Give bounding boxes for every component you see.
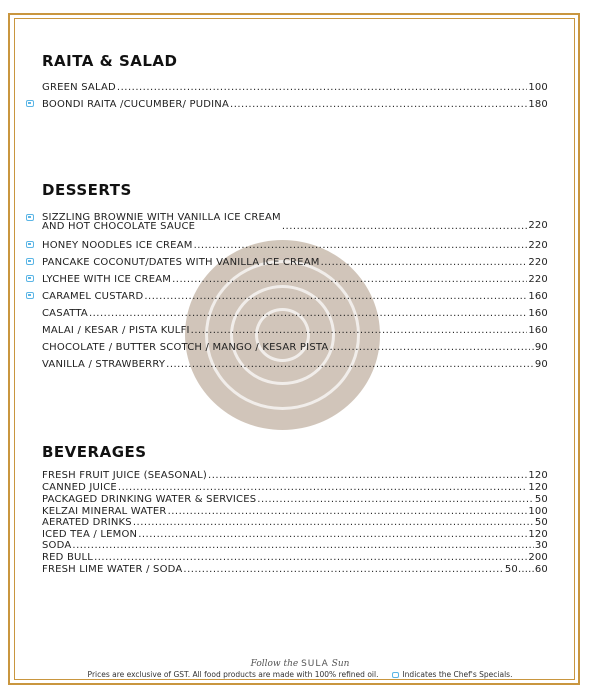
chef-special-icon xyxy=(392,672,399,678)
section-title-beverages: BEVERAGES xyxy=(42,443,147,461)
menu-item: PACKAGED DRINKING WATER & SERVICES ..... 50 xyxy=(42,494,548,505)
menu-item: FRESH LIME WATER / SODA ..... 50.....60 xyxy=(42,564,548,575)
chef-special-icon xyxy=(26,100,34,107)
menu-item: SIZZLING BROWNIE WITH VANILLA ICE CREAM AND HOT CHOCOLATE SAUCE ..... 220 xyxy=(42,213,548,231)
chef-special-icon xyxy=(26,292,34,299)
menu-item: VANILLA / STRAWBERRY ..... 90 xyxy=(42,359,548,370)
menu-item: GREEN SALAD ..... 100 xyxy=(42,82,548,93)
section-title-desserts: DESSERTS xyxy=(42,181,132,199)
menu-item: PANCAKE COCONUT/DATES WITH VANILLA ICE CREAM ..... 220 xyxy=(42,257,548,268)
menu-item: AERATED DRINKS ..... 50 xyxy=(42,517,548,528)
footer-tagline: Follow the SULA Sun xyxy=(250,659,350,669)
chef-special-icon xyxy=(26,258,34,265)
chef-special-icon xyxy=(26,214,34,221)
footer-note: Prices are exclusive of GST. All food products are made with 100% refined oil. Indicates the Chef's Specials. xyxy=(87,670,513,679)
menu-item: CARAMEL CUSTARD ..... 160 xyxy=(42,291,548,302)
menu-item: BOONDI RAITA /CUCUMBER/ PUDINA ..... 180 xyxy=(42,99,548,110)
chef-special-icon xyxy=(26,275,34,282)
chef-special-icon xyxy=(26,241,34,248)
menu-item: HONEY NOODLES ICE CREAM ..... 220 xyxy=(42,240,548,251)
menu-item: SODA ..... 30 xyxy=(42,540,548,551)
menu-item: CASATTA ..... 160 xyxy=(42,308,548,319)
menu-item: KELZAI MINERAL WATER ..... 100 xyxy=(42,506,548,517)
menu-item: LYCHEE WITH ICE CREAM ..... 220 xyxy=(42,274,548,285)
menu-item: CANNED JUICE ..... 120 xyxy=(42,482,548,493)
menu-item: RED BULL ..... 200 xyxy=(42,552,548,563)
menu-item: FRESH FRUIT JUICE (SEASONAL) ..... 120 xyxy=(42,470,548,481)
menu-item: ICED TEA / LEMON ..... 120 xyxy=(42,529,548,540)
menu-item: MALAI / KESAR / PISTA KULFI ..... 160 xyxy=(42,325,548,336)
menu-item: CHOCOLATE / BUTTER SCOTCH / MANGO / KESAR PISTA ..... .90 xyxy=(42,342,548,353)
section-title-raita-salad: RAITA & SALAD xyxy=(42,52,178,70)
